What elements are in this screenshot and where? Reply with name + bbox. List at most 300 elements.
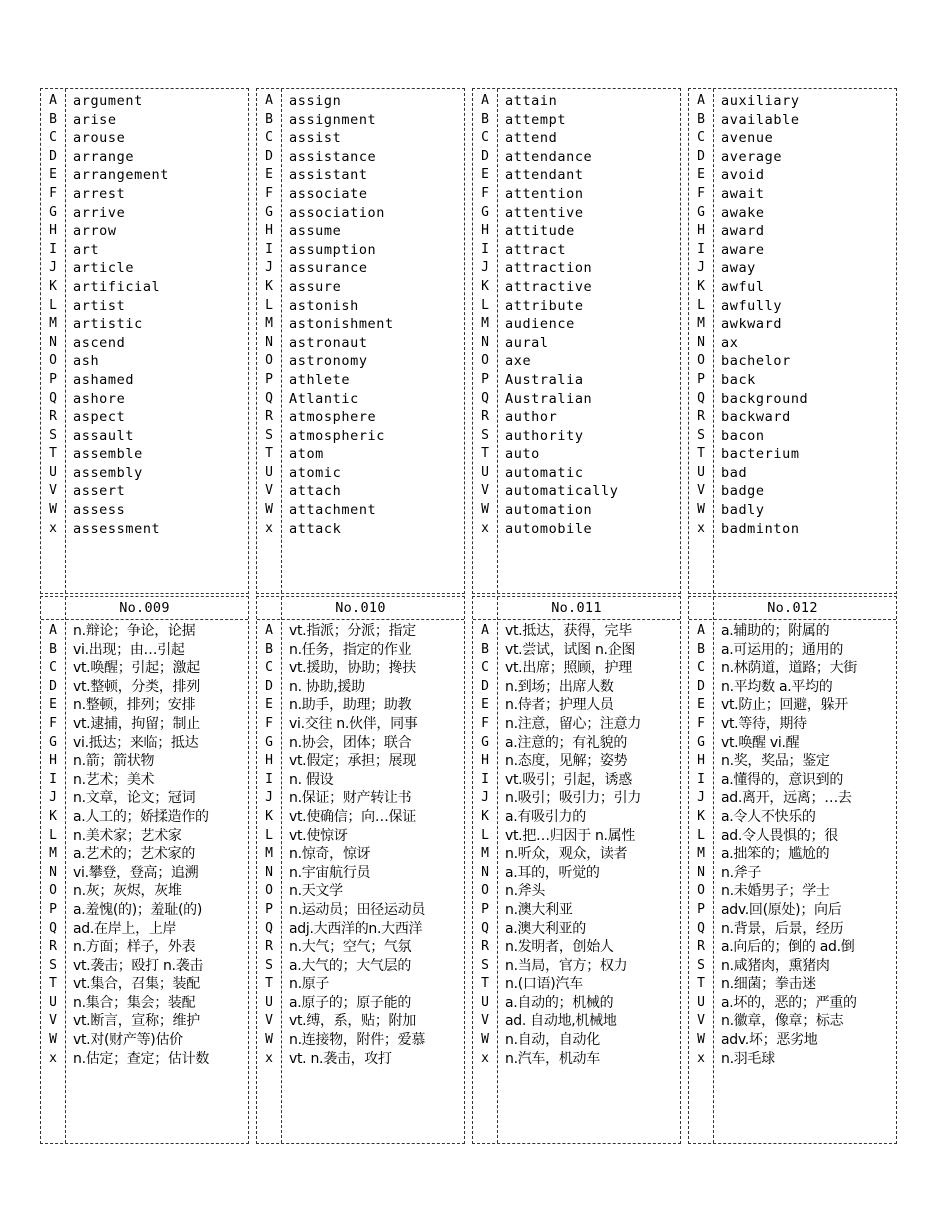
row-letter: O: [697, 353, 705, 369]
english-word: ax: [721, 334, 739, 351]
english-word: assembly: [73, 464, 143, 481]
row-letter: B: [481, 111, 489, 127]
chinese-definition: vt.防止；回避，躲开: [721, 697, 848, 714]
row-letter: S: [481, 957, 489, 973]
row-letter: P: [697, 371, 705, 387]
chinese-definition: n.咸猪肉，熏猪肉: [721, 957, 830, 974]
english-word: avoid: [721, 167, 765, 184]
english-word: astonishment: [289, 316, 394, 333]
word-row: [41, 390, 248, 409]
word-row: [257, 520, 464, 539]
chinese-definition: n.林荫道，道路；大街: [721, 660, 858, 677]
definition-row: [41, 696, 248, 715]
row-letter: H: [49, 223, 57, 239]
word-row: [689, 464, 896, 483]
word-card: [472, 88, 681, 594]
row-letter: V: [481, 1013, 489, 1029]
row-letter: S: [697, 427, 705, 443]
chinese-definition: n.天文学: [289, 883, 343, 900]
card-number: No.011: [473, 597, 680, 620]
word-row: [689, 390, 896, 409]
row-letter: T: [265, 446, 273, 462]
row-letter: D: [697, 148, 705, 164]
row-letter: B: [697, 641, 705, 657]
word-row: [41, 241, 248, 260]
word-row: [41, 352, 248, 371]
word-row: [41, 222, 248, 241]
definition-row: [689, 994, 896, 1013]
english-word: avenue: [721, 130, 774, 147]
english-word: attract: [505, 241, 567, 258]
definition-row: [689, 827, 896, 846]
row-letter: T: [265, 976, 273, 992]
word-card: [40, 88, 249, 594]
card-number: No.012: [689, 597, 896, 620]
word-row: [41, 259, 248, 278]
english-word: assert: [73, 483, 126, 500]
definition-card: [40, 596, 249, 1144]
english-word: assignment: [289, 111, 377, 128]
row-letter: x: [697, 520, 705, 536]
row-letter: C: [265, 130, 273, 146]
row-letter: E: [697, 697, 705, 713]
row-letter: U: [265, 994, 273, 1010]
row-letter: L: [481, 827, 489, 843]
word-card: [688, 88, 897, 594]
definition-row: [689, 1031, 896, 1050]
definition-row: [473, 641, 680, 660]
row-letter: A: [697, 93, 705, 108]
definition-row: [41, 975, 248, 994]
chinese-definition: vt.指派；分派；指定: [289, 623, 416, 639]
row-letter: J: [265, 790, 273, 806]
english-word: attachment: [289, 502, 377, 519]
word-row: [41, 297, 248, 316]
english-word: attribute: [505, 297, 584, 314]
chinese-definition: vt.缚，系，贴；附加: [289, 1013, 416, 1030]
english-word: available: [721, 111, 800, 128]
row-letter: M: [697, 316, 705, 332]
chinese-definition: a.艺术的；艺术家的: [73, 846, 196, 863]
definition-row: [473, 1012, 680, 1031]
english-word: ascend: [73, 334, 126, 351]
english-word: ash: [73, 353, 100, 370]
row-letter: E: [49, 167, 57, 183]
row-letter: Q: [49, 920, 57, 936]
chinese-definition: a.辅助的；附属的: [721, 623, 830, 639]
chinese-definition: n.文章，论文；冠词: [73, 790, 196, 807]
english-word: assistance: [289, 148, 377, 165]
english-word: attempt: [505, 111, 567, 128]
chinese-definition: n.吸引；吸引力；引力: [505, 790, 642, 807]
english-word: awfully: [721, 297, 783, 314]
english-word: audience: [505, 316, 575, 333]
row-letter: Q: [481, 390, 489, 406]
chinese-definition: n.辩论；争论，论据: [73, 623, 196, 639]
row-letter: U: [49, 464, 57, 480]
word-row: [257, 111, 464, 130]
row-letter: F: [697, 185, 705, 201]
row-letter: B: [697, 111, 705, 127]
row-letter: V: [481, 483, 489, 499]
row-letter: K: [265, 278, 273, 294]
row-letter: W: [697, 1032, 705, 1048]
row-letter: E: [265, 167, 273, 183]
chinese-definition: vt. n.袭击，攻打: [289, 1050, 392, 1067]
row-letter: G: [265, 734, 273, 750]
word-row: [473, 204, 680, 223]
row-letter: L: [49, 297, 57, 313]
definition-row: [689, 789, 896, 808]
word-row: [257, 222, 464, 241]
row-letter: E: [481, 697, 489, 713]
definition-row: [689, 957, 896, 976]
english-word: Australia: [505, 371, 584, 388]
row-letter: M: [697, 846, 705, 862]
row-letter: V: [49, 483, 57, 499]
definition-row: [257, 1050, 464, 1069]
row-letter: T: [49, 446, 57, 462]
definition-row: [41, 864, 248, 883]
chinese-definition: n.美术家；艺术家: [73, 827, 182, 844]
row-letter: L: [49, 827, 57, 843]
row-letter: W: [49, 1032, 57, 1048]
row-letter: H: [265, 753, 273, 769]
chinese-definition: a.令人不快乐的: [721, 808, 816, 825]
row-letter: P: [265, 371, 273, 387]
word-row: [41, 315, 248, 334]
row-letter: Q: [697, 920, 705, 936]
row-letter: x: [697, 1050, 705, 1066]
definition-row: [257, 882, 464, 901]
chinese-definition: n.集合；集会；装配: [73, 994, 196, 1011]
row-letter: F: [265, 715, 273, 731]
chinese-definition: n.徽章，像章；标志: [721, 1013, 844, 1030]
row-letter: N: [49, 864, 57, 880]
english-word: assistant: [289, 167, 368, 184]
row-letter: K: [481, 278, 489, 294]
row-letter: D: [49, 148, 57, 164]
word-row: [689, 148, 896, 167]
english-word: assemble: [73, 446, 143, 463]
definition-row: [257, 715, 464, 734]
definition-row: [689, 938, 896, 957]
chinese-definition: n.未婚男子；学士: [721, 883, 830, 900]
word-row: [257, 129, 464, 148]
chinese-definition: vt.对(财产等)估价: [73, 1032, 183, 1049]
chinese-definition: vt.逮捕，拘留；制止: [73, 715, 200, 732]
word-row: [257, 390, 464, 409]
word-row: [689, 352, 896, 371]
word-row: [689, 482, 896, 501]
row-letter: D: [265, 678, 273, 694]
row-letter: A: [49, 623, 57, 638]
chinese-definition: n.斧子: [721, 864, 762, 881]
word-row: [473, 334, 680, 353]
definition-list: [473, 622, 680, 1068]
word-row: [473, 427, 680, 446]
row-letter: O: [265, 883, 273, 899]
row-letter: J: [265, 260, 273, 276]
row-letter: J: [49, 260, 57, 276]
english-word: assurance: [289, 260, 368, 277]
row-letter: D: [697, 678, 705, 694]
row-letter: A: [49, 93, 57, 108]
row-letter: R: [697, 409, 705, 425]
row-letter: G: [697, 734, 705, 750]
definition-row: [473, 659, 680, 678]
row-letter: C: [49, 660, 57, 676]
row-letter: C: [49, 130, 57, 146]
english-word: attend: [505, 130, 558, 147]
chinese-definition: vt.集合，召集；装配: [73, 976, 200, 993]
row-letter: S: [265, 957, 273, 973]
definition-row: [41, 1050, 248, 1069]
chinese-definition: a.大气的；大气层的: [289, 957, 412, 974]
row-letter: I: [49, 241, 57, 257]
definition-card: [472, 596, 681, 1144]
row-letter: R: [481, 409, 489, 425]
chinese-definition: ad. 自动地,机械地: [505, 1013, 617, 1030]
definition-row: [257, 734, 464, 753]
row-letter: N: [481, 864, 489, 880]
chinese-definition: n.汽车，机动车: [505, 1050, 600, 1067]
word-row: [473, 241, 680, 260]
row-letter: K: [697, 808, 705, 824]
word-row: [689, 520, 896, 539]
chinese-definition: vt.假定；承担；展现: [289, 753, 416, 770]
chinese-definition: a.羞愧(的)；羞耻(的): [73, 901, 202, 918]
definition-row: [473, 994, 680, 1013]
word-row: [257, 259, 464, 278]
definition-row: [689, 1012, 896, 1031]
row-letter: C: [481, 660, 489, 676]
row-letter: x: [481, 520, 489, 536]
row-letter: D: [481, 148, 489, 164]
row-letter: V: [265, 483, 273, 499]
english-word: astonish: [289, 297, 359, 314]
english-word: backward: [721, 409, 791, 426]
chinese-definition: ad.在岸上，上岸: [73, 920, 177, 937]
definition-row: [689, 771, 896, 790]
chinese-definition: n.运动员；田径运动员: [289, 901, 426, 918]
row-letter: F: [49, 715, 57, 731]
english-word: automobile: [505, 520, 593, 537]
english-word: aspect: [73, 409, 126, 426]
definition-list: [689, 622, 896, 1068]
row-letter: E: [697, 167, 705, 183]
chinese-definition: vt.吸引；引起，诱惑: [505, 771, 632, 788]
chinese-definition: vt.把…归因于 n.属性: [505, 827, 636, 844]
english-word: awkward: [721, 316, 783, 333]
english-word: atmosphere: [289, 409, 377, 426]
definition-list: [41, 622, 248, 1068]
definition-row: [689, 975, 896, 994]
chinese-definition: n.细菌；拳击迷: [721, 976, 816, 993]
row-letter: S: [481, 427, 489, 443]
chinese-definition: vi.交往 n.伙伴，同事: [289, 715, 418, 732]
row-letter: M: [49, 846, 57, 862]
definition-row: [41, 845, 248, 864]
definition-row: [689, 901, 896, 920]
chinese-definition: n.协会，团体；联合: [289, 734, 412, 751]
chinese-definition: n.箭；箭状物: [73, 753, 155, 770]
row-letter: W: [697, 502, 705, 518]
row-letter: D: [481, 678, 489, 694]
english-word: Australian: [505, 390, 593, 407]
chinese-definition: n.平均数 a.平均的: [721, 678, 833, 695]
chinese-definition: a.坏的，恶的；严重的: [721, 994, 857, 1011]
definition-row: [41, 771, 248, 790]
chinese-definition: n.自动，自动化: [505, 1032, 600, 1049]
word-row: [689, 111, 896, 130]
row-letter: M: [481, 846, 489, 862]
definition-row: [41, 882, 248, 901]
english-word: assumption: [289, 241, 377, 258]
word-row: [689, 129, 896, 148]
chinese-definition: n.羽毛球: [721, 1050, 775, 1067]
chinese-definition: n.任务，指定的作业: [289, 641, 412, 658]
chinese-definition: n. 假设: [289, 771, 334, 788]
row-letter: L: [697, 827, 705, 843]
english-word: assessment: [73, 520, 161, 537]
english-word: assault: [73, 427, 135, 444]
row-letter: O: [481, 353, 489, 369]
english-word: attendance: [505, 148, 593, 165]
english-word: back: [721, 371, 756, 388]
row-letter: P: [481, 371, 489, 387]
word-row: [41, 501, 248, 520]
word-row: [257, 408, 464, 427]
english-word: arouse: [73, 130, 126, 147]
row-letter: x: [49, 520, 57, 536]
definition-row: [257, 808, 464, 827]
row-letter: I: [697, 771, 705, 787]
row-letter: B: [265, 111, 273, 127]
definition-row: [473, 678, 680, 697]
definition-row: [257, 789, 464, 808]
row-letter: H: [49, 753, 57, 769]
word-row: [473, 371, 680, 390]
word-row: [473, 315, 680, 334]
word-row: [41, 204, 248, 223]
row-letter: J: [481, 260, 489, 276]
english-word: bacon: [721, 427, 765, 444]
chinese-definition: n.保证；财产转让书: [289, 790, 412, 807]
chinese-definition: n.注意，留心；注意力: [505, 715, 642, 732]
row-letter: S: [49, 427, 57, 443]
chinese-definition: adj.大西洋的n.大西洋: [289, 920, 423, 937]
row-letter: F: [49, 185, 57, 201]
row-letter: U: [481, 464, 489, 480]
row-letter: I: [265, 771, 273, 787]
word-row: [689, 334, 896, 353]
row-letter: U: [49, 994, 57, 1010]
word-list: [41, 92, 248, 538]
row-letter: N: [697, 334, 705, 350]
definition-row: [257, 901, 464, 920]
row-letter: O: [697, 883, 705, 899]
row-letter: C: [481, 130, 489, 146]
chinese-definition: n.听众，观众，读者: [505, 846, 628, 863]
english-word: attraction: [505, 260, 593, 277]
chinese-definition: a.澳大利亚的: [505, 920, 586, 937]
row-letter: B: [481, 641, 489, 657]
row-letter: P: [49, 901, 57, 917]
english-word: average: [721, 148, 783, 165]
english-word: award: [721, 223, 765, 240]
row-letter: S: [265, 427, 273, 443]
row-letter: B: [265, 641, 273, 657]
definition-row: [473, 1031, 680, 1050]
row-letter: B: [49, 641, 57, 657]
definition-row: [689, 696, 896, 715]
row-letter: F: [697, 715, 705, 731]
definition-row: [689, 715, 896, 734]
chinese-definition: a.原子的；原子能的: [289, 994, 412, 1011]
row-letter: x: [265, 1050, 273, 1066]
row-letter: G: [49, 734, 57, 750]
definition-row: [689, 808, 896, 827]
row-letter: F: [481, 185, 489, 201]
row-letter: H: [481, 223, 489, 239]
chinese-definition: n.态度，见解；姿势: [505, 753, 628, 770]
row-letter: H: [265, 223, 273, 239]
definition-row: [257, 827, 464, 846]
row-letter: D: [265, 148, 273, 164]
english-word: artistic: [73, 316, 143, 333]
word-row: [473, 259, 680, 278]
english-word: arise: [73, 111, 117, 128]
chinese-definition: n.灰；灰烬，灰堆: [73, 883, 182, 900]
word-row: [257, 92, 464, 111]
english-word: argument: [73, 93, 143, 109]
definition-row: [689, 845, 896, 864]
english-word: aural: [505, 334, 549, 351]
chinese-definition: n.奖，奖品；鉴定: [721, 753, 830, 770]
row-letter: E: [481, 167, 489, 183]
row-letter: R: [49, 409, 57, 425]
row-letter: J: [481, 790, 489, 806]
english-word: awful: [721, 278, 765, 295]
chinese-definition: a.向后的；倒的 ad.倒: [721, 939, 855, 956]
chinese-definition: n.斧头: [505, 883, 546, 900]
row-letter: G: [49, 204, 57, 220]
row-letter: L: [481, 297, 489, 313]
english-word: awake: [721, 204, 765, 221]
row-letter: K: [697, 278, 705, 294]
definition-row: [473, 920, 680, 939]
definition-row: [41, 622, 248, 641]
chinese-definition: vt.尝试，试图 n.企图: [505, 641, 636, 658]
english-word: article: [73, 260, 135, 277]
row-letter: S: [49, 957, 57, 973]
row-letter: Q: [481, 920, 489, 936]
row-letter: E: [49, 697, 57, 713]
english-word: athlete: [289, 371, 351, 388]
chinese-definition: vi.攀登，登高；追溯: [73, 864, 199, 881]
row-letter: F: [265, 185, 273, 201]
english-word: bad: [721, 464, 748, 481]
definition-row: [257, 957, 464, 976]
english-word: arrive: [73, 204, 126, 221]
definition-row: [257, 659, 464, 678]
row-letter: Q: [265, 920, 273, 936]
word-row: [473, 111, 680, 130]
definition-row: [689, 641, 896, 660]
word-row: [473, 464, 680, 483]
definition-row: [257, 752, 464, 771]
